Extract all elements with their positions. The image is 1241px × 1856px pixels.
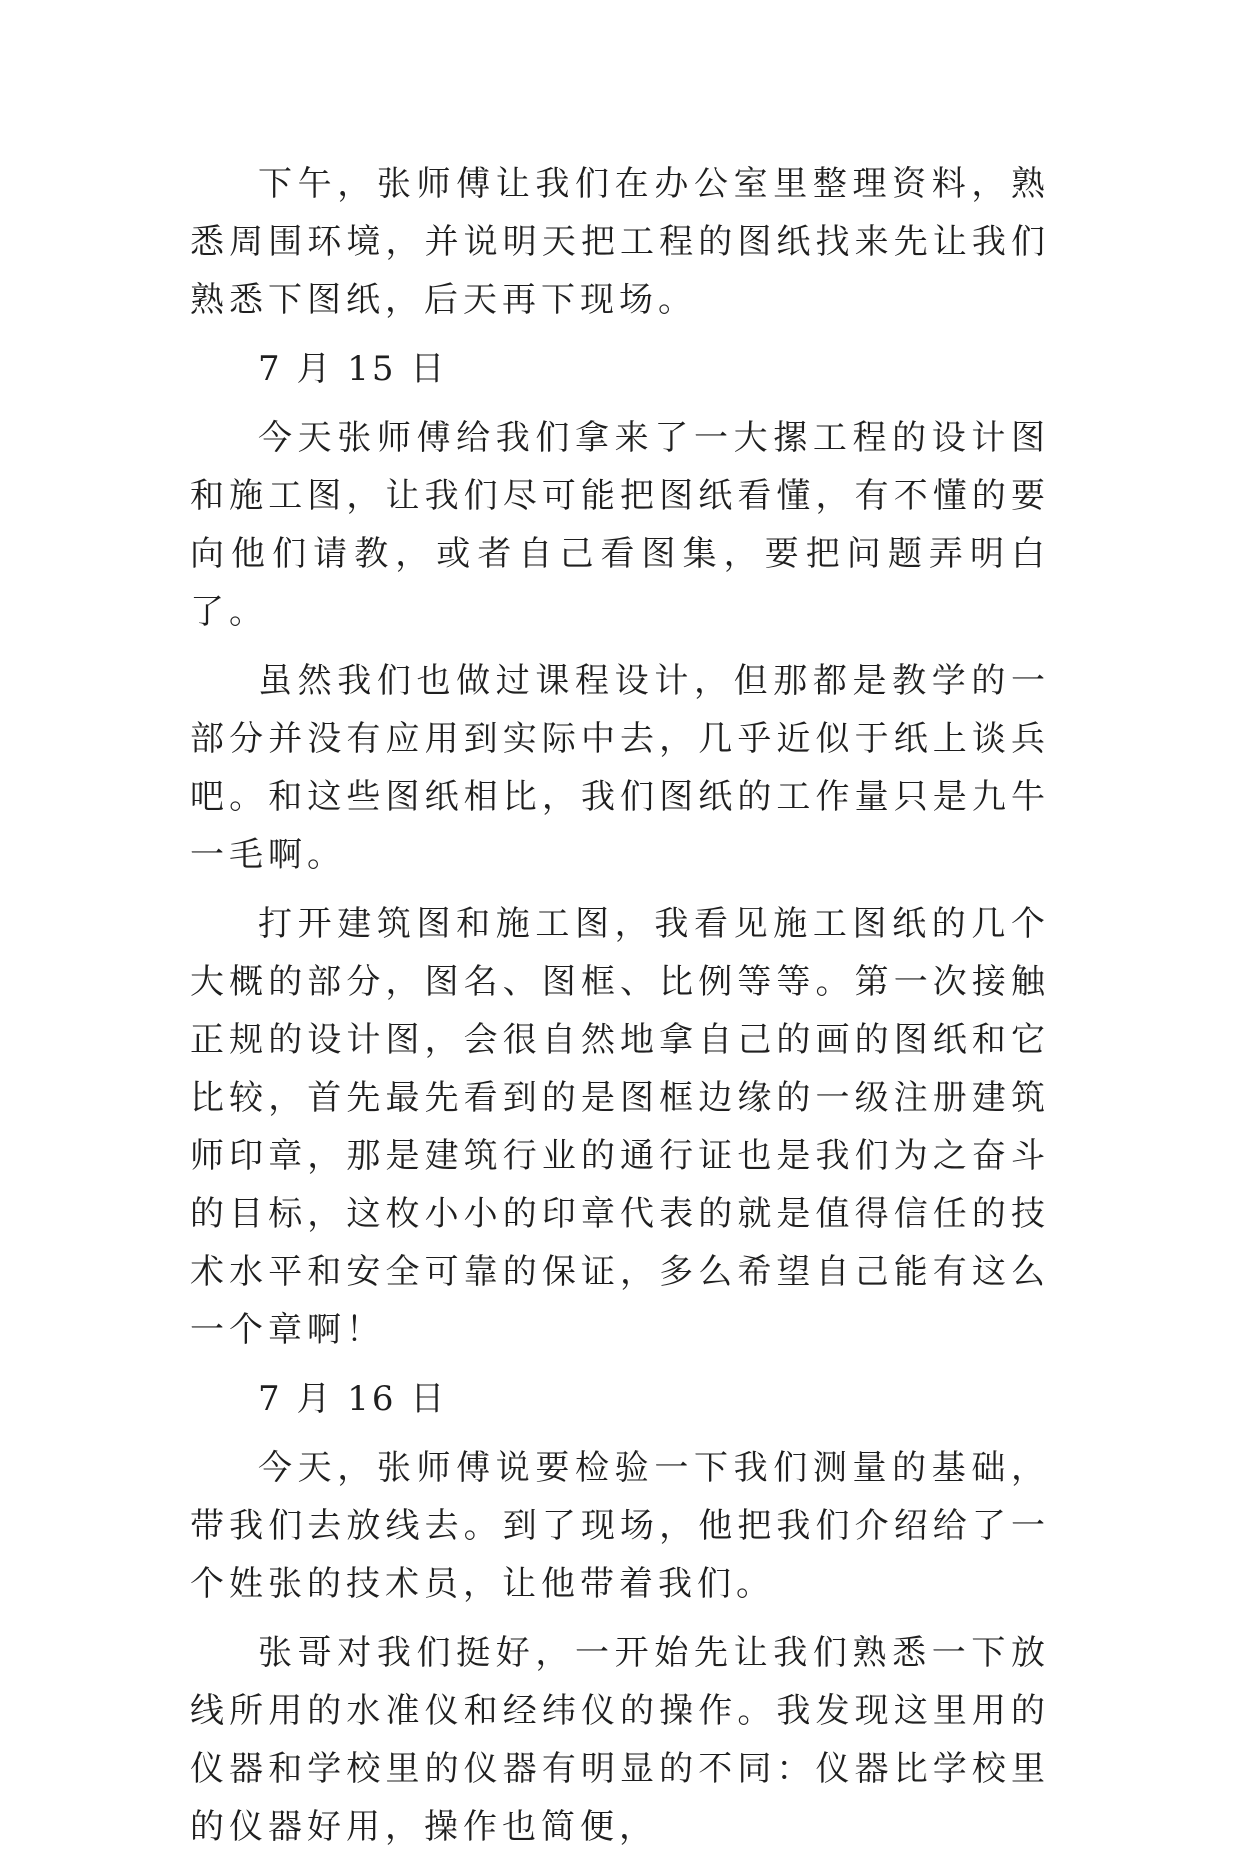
paragraph-architect-seal: 打开建筑图和施工图，我看见施工图纸的几个大概的部分，图名、图框、比例等等。第一次接触正规的设计图，会很自然地拿自己的画的图纸和它比较，首先最先看到的是图框边缘的一级注册建筑师印章，那是建筑行业的通行证也是我们为之奋斗的目标，这枚小小的印章代表的就是值得信任的技术水平和安全可靠的保证，多么希望自己能有这么一个章啊！: [190, 904, 1050, 1350]
date-heading-jul-15: 7 月 15 日: [258, 349, 448, 389]
paragraph-instruments: 张哥对我们挺好，一开始先让我们熟悉一下放线所用的水准仪和经纬仪的操作。我发现这里用的仪器和学校里的仪器有明显的不同：仪器比学校里的仪器好用，操作也简便，: [190, 1633, 1050, 1847]
date-heading-jul-16: 7 月 16 日: [258, 1379, 448, 1419]
paragraph-drawings: 今天张师傅给我们拿来了一大摞工程的设计图和施工图，让我们尽可能把图纸看懂，有不懂的要向他们请教，或者自己看图集，要把问题弄明白了。: [190, 418, 1050, 632]
document-body: [190, 155, 1050, 1856]
paragraph-survey-site: 今天，张师傅说要检验一下我们测量的基础，带我们去放线去。到了现场，他把我们介绍给了一个姓张的技术员，让他带着我们。: [190, 1448, 1050, 1604]
paragraph-afternoon: 下午，张师傅让我们在办公室里整理资料，熟悉周围环境，并说明天把工程的图纸找来先让我们熟悉下图纸，后天再下现场。: [190, 164, 1050, 320]
paragraph-course-design: 虽然我们也做过课程设计，但那都是教学的一部分并没有应用到实际中去，几乎近似于纸上谈兵吧。和这些图纸相比，我们图纸的工作量只是九牛一毛啊。: [190, 661, 1050, 875]
